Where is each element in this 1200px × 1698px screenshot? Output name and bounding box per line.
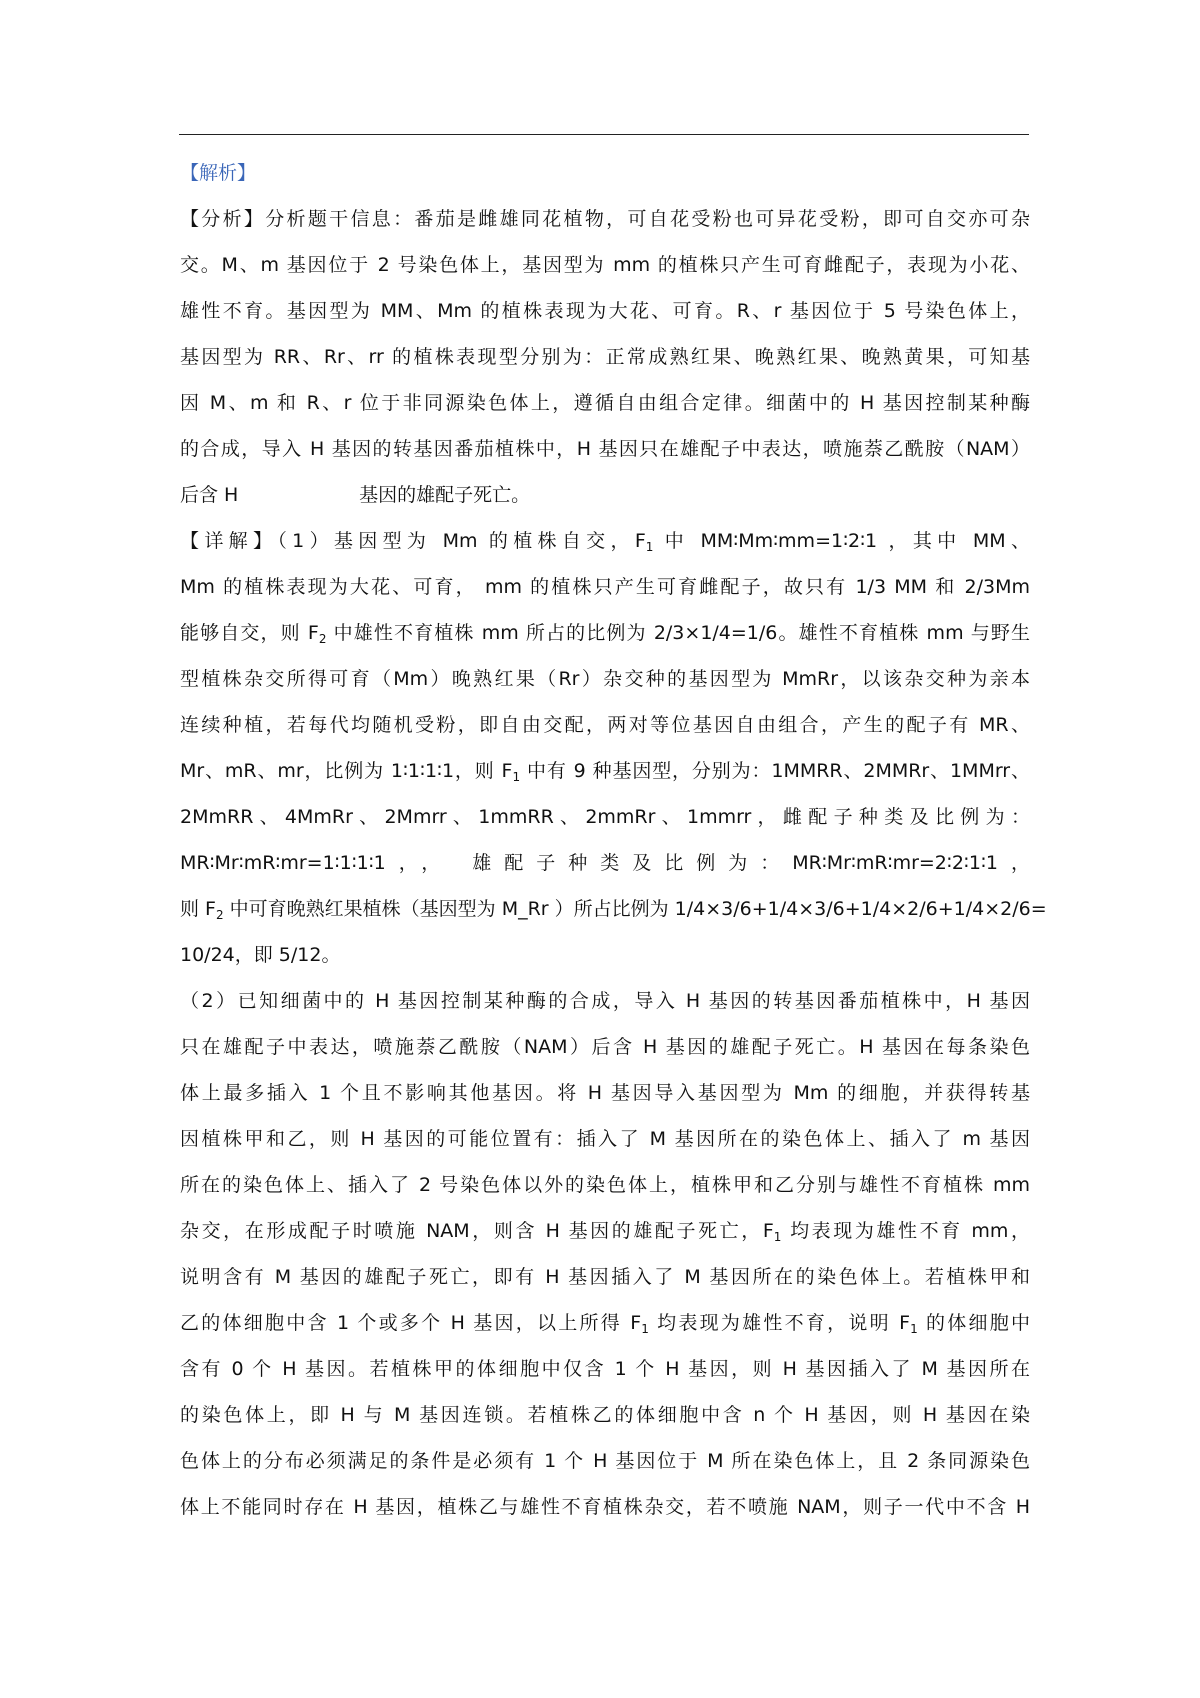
detail-line: 2MmRR 、 4MmRr 、 2Mmrr 、 1mmRR 、 2mmRr 、 1mmrr ， 雌 配 子 种 类 及 比 例 为 ： [180, 806, 1030, 828]
header-rule [179, 134, 1029, 135]
detail-line: 连续种植，若每代均随机受粉，即自由交配，两对等位基因自由组合，产生的配子有 MR、 [180, 714, 1030, 736]
part2-line: 体上不能同时存在 H 基因，植株乙与雄性不育植株杂交，若不喷施 NAM，则子一代中不含 H [180, 1496, 1030, 1518]
analysis-label: 【分析】 [180, 208, 266, 230]
detail-line: Mm 的植株表现为大花、可育， mm 的植株只产生可育雌配子，故只有 1/3 MM 和 2/3Mm [180, 576, 1030, 598]
detail-line: 型植株杂交所得可育（Mm）晚熟红果（Rr）杂交种的基因型为 MmRr，以该杂交种为亲本 [180, 668, 1030, 690]
section-heading: 【解析】 [180, 162, 257, 184]
analysis-line: 的合成，导入 H 基因的转基因番茄植株中，H 基因只在雄配子中表达，喷施萘乙酰胺（NAM） [180, 438, 1030, 460]
part2-line: （2）已知细菌中的 H 基因控制某种酶的合成，导入 H 基因的转基因番茄植株中，H 基因 [180, 990, 1030, 1012]
part2-line: 只在雄配子中表达，喷施萘乙酰胺（NAM）后含 H 基因的雄配子死亡。H 基因在每条染色 [180, 1036, 1030, 1058]
analysis-line: 因 M、m 和 R、r 位于非同源染色体上，遵循自由组合定律。细菌中的 H 基因控制某种酶 [180, 392, 1030, 414]
analysis-line: 后含 H 基因的雄配子死亡。 [180, 484, 531, 506]
analysis-line: 雄性不育。基因型为 MM、Mm 的植株表现为大花、可育。R、r 基因位于 5 号染色体上， [180, 300, 1030, 322]
part2-line: 色体上的分布必须满足的条件是必须有 1 个 H 基因位于 M 所在染色体上，且 2 条同源染色 [180, 1450, 1030, 1472]
part2-line: 因植株甲和乙，则 H 基因的可能位置有：插入了 M 基因所在的染色体上、插入了 m 基因 [180, 1128, 1030, 1150]
detail-line: 能够自交，则 $F_2$ 中雄性不育植株 mm 所占的比例为 2/3×1/4=1/6。雄性不育植株 mm 与野生 [180, 622, 1030, 646]
detail-line: 则 $F_2$ 中可育晚熟红果植株（基因型为 M_Rr ）所占比例为 1/4×3/6+1/4×3/6+1/4×2/6+1/4×2/6= [180, 898, 1047, 922]
part2-line: 的染色体上，即 H 与 M 基因连锁。若植株乙的体细胞中含 n 个 H 基因，则 H 基因在染 [180, 1404, 1030, 1426]
analysis-line: 【分析】分析题干信息：番茄是雌雄同花植物，可自花受粉也可异花受粉，即可自交亦可杂 [180, 208, 1030, 230]
analysis-line: 基因型为 RR、Rr、rr 的植株表现型分别为：正常成熟红果、晚熟红果、晚熟黄果，可知基 [180, 346, 1030, 368]
part2-line: 乙的体细胞中含 1 个或多个 H 基因，以上所得 $F_1$ 均表现为雄性不育，说明 $F_1$ 的体细胞中 [180, 1312, 1030, 1336]
detail-line: MR∶Mr∶mR∶mr=1∶1∶1∶1，， 雄配子种类及比例为：MR∶Mr∶mR∶mr=2∶2∶1∶1， [180, 852, 1030, 874]
part2-line: 说明含有 M 基因的雄配子死亡，即有 H 基因插入了 M 基因所在的染色体上。若植株甲和 [180, 1266, 1030, 1288]
part2-line: 杂交，在形成配子时喷施 NAM，则含 H 基因的雄配子死亡，$F_1$ 均表现为雄性不育 mm， [180, 1220, 1030, 1244]
analysis-line: 交。M、m 基因位于 2 号染色体上，基因型为 mm 的植株只产生可育雌配子，表现为小花、 [180, 254, 1030, 276]
detail-line: Mr、mR、mr，比例为 1∶1∶1∶1，则 $F_1$ 中有 9 种基因型，分别为：1MMRR、2MMRr、1MMrr、 [180, 760, 1030, 784]
part2-line: 体上最多插入 1 个且不影响其他基因。将 H 基因导入基因型为 Mm 的细胞，并获得转基 [180, 1082, 1030, 1104]
part2-line: 所在的染色体上、插入了 2 号染色体以外的染色体上，植株甲和乙分别与雄性不育植株 mm [180, 1174, 1030, 1196]
document-body [180, 150, 1047, 1530]
detail-line: 【详解】（1）基因型为 Mm 的植株自交，$F_1$ 中 MM∶Mm∶mm=1∶2∶1 ，其中 MM、 [180, 530, 1030, 554]
detail-label: 【详解】 [180, 530, 278, 552]
part2-line: 含有 0 个 H 基因。若植株甲的体细胞中仅含 1 个 H 基因，则 H 基因插入了 M 基因所在 [180, 1358, 1030, 1380]
detail-line: 10/24，即 5/12。 [180, 944, 341, 966]
